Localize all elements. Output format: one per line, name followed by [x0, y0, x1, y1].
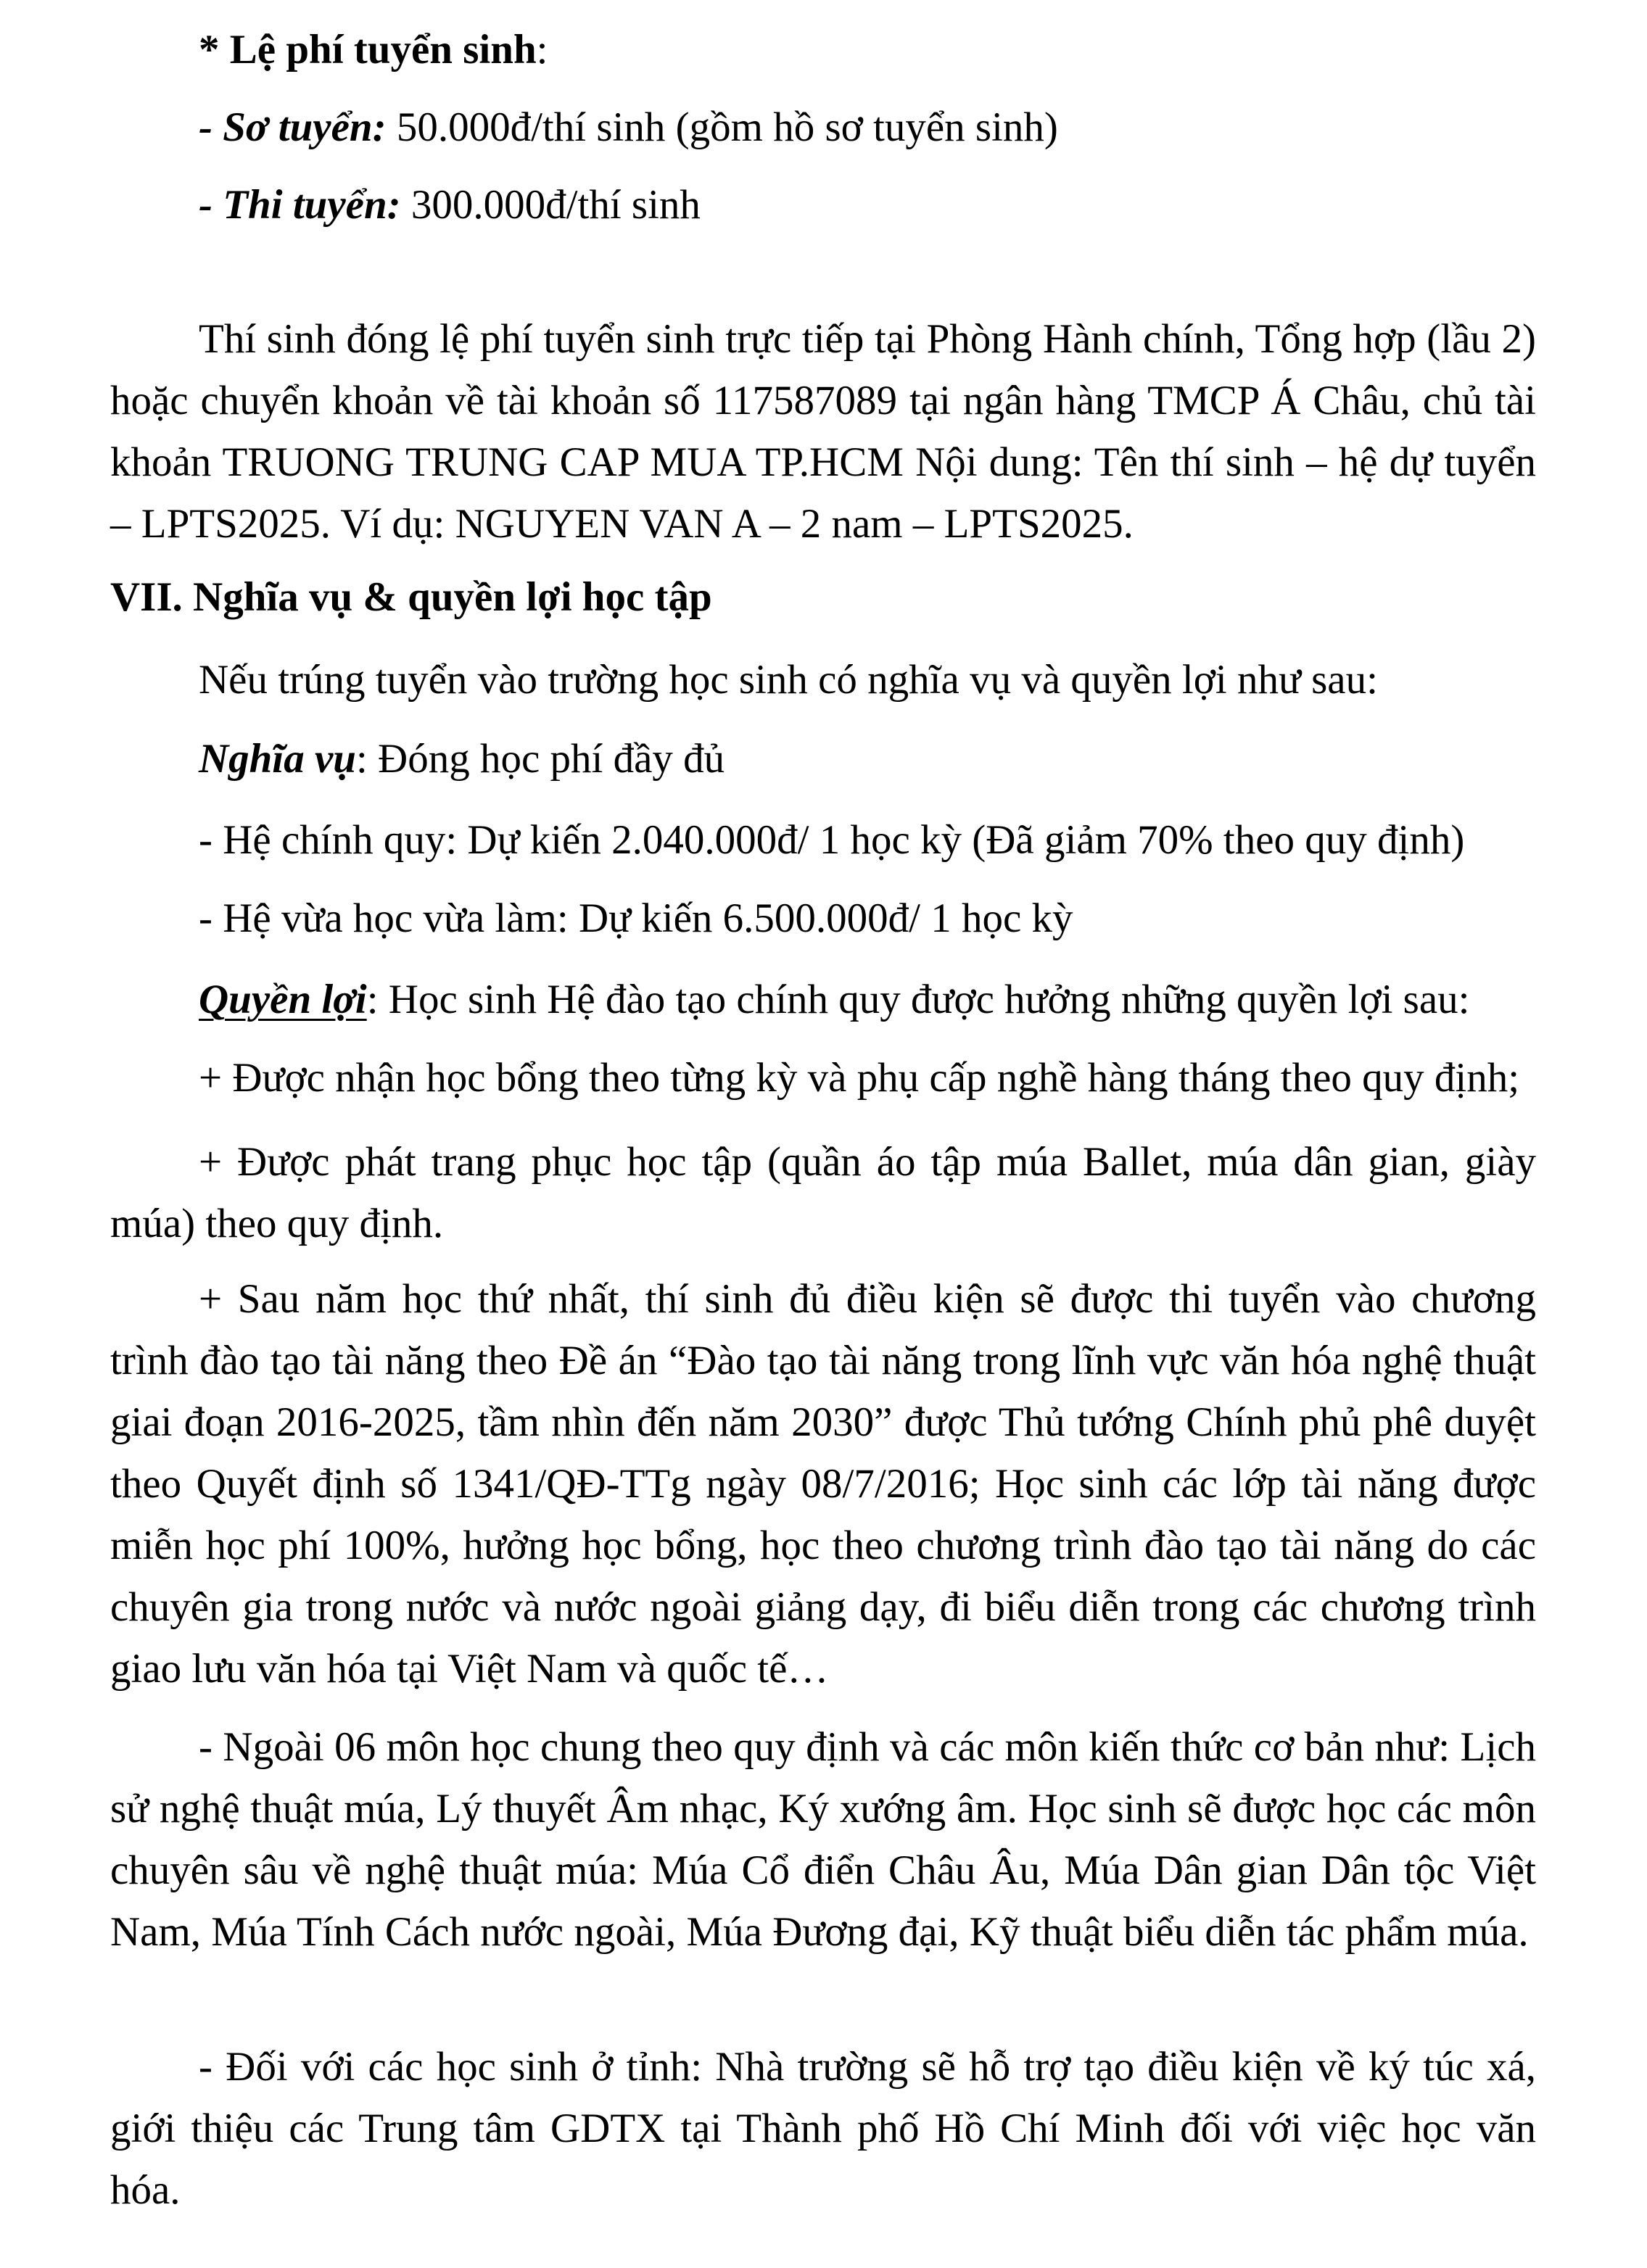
subjects-paragraph: - Ngoài 06 môn học chung theo quy định và các môn kiến thức cơ bản như: Lịch sử nghệ thuật múa, Lý thuyết Âm nhạc, Ký xướng âm. Học sinh sẽ được học các môn chuyên sâu về nghệ thuật múa: Múa Cổ điển Châu Âu, Múa Dân gian Dân tộc Việt Nam, Múa Tính Cách nước ngoài, Múa Đương đại, Kỹ thuật biểu diễn tác phẩm múa.	[110, 1724, 1536, 1955]
intro-line: Nếu trúng tuyển vào trường học sinh có nghĩa vụ và quyền lợi như sau:	[199, 657, 1378, 703]
tuition-parttime: - Hệ vừa học vừa làm: Dự kiến 6.500.000đ/ 1 học kỳ	[199, 895, 1073, 941]
fee-heading-text: * Lệ phí tuyển sinh	[199, 27, 537, 73]
thi-tuyen-label: - Thi tuyển:	[199, 182, 401, 228]
obligation-label: Nghĩa vụ	[199, 736, 356, 782]
thi-tuyen-line	[199, 181, 701, 230]
obligation-text: : Đóng học phí đầy đủ	[355, 736, 725, 782]
section-heading: VII. Nghĩa vụ & quyền lợi học tập	[110, 574, 712, 620]
fee-heading-colon: :	[536, 27, 548, 73]
so-tuyen-line	[199, 103, 1058, 152]
rights-label: Quyền lợi	[199, 977, 367, 1022]
rights-text: : Học sinh Hệ đào tạo chính quy được hưởng những quyền lợi sau:	[366, 977, 1470, 1022]
tuition-regular: - Hệ chính quy: Dự kiến 2.040.000đ/ 1 học kỳ (Đã giảm 70% theo quy định)	[199, 817, 1465, 863]
obligation-line	[199, 734, 725, 784]
rights-line	[199, 975, 1470, 1025]
payment-paragraph: Thí sinh đóng lệ phí tuyển sinh trực tiếp tại Phòng Hành chính, Tổng hợp (lầu 2) hoặc chuyển khoản về tài khoản số 117587089 tại ngân hàng TMCP Á Châu, chủ tài khoản TRUONG TRUNG CAP MUA TP.HCM Nội dung: Tên thí sinh – hệ dự tuyển – LPTS2025. Ví dụ: NGUYEN VAN A – 2 nam – LPTS2025.	[110, 316, 1536, 547]
right-uniform: + Được phát trang phục học tập (quần áo tập múa Ballet, múa dân gian, giày múa) theo quy định.	[110, 1139, 1536, 1246]
provincial-paragraph: - Đối với các học sinh ở tỉnh: Nhà trường sẽ hỗ trợ tạo điều kiện về ký túc xá, giới thiệu các Trung tâm GDTX tại Thành phố Hồ Chí Minh đối với việc học văn hóa.	[110, 2044, 1536, 2213]
so-tuyen-label: - Sơ tuyển:	[199, 104, 387, 150]
so-tuyen-text: 50.000đ/thí sinh (gồm hồ sơ tuyển sinh)	[386, 104, 1058, 150]
right-scholarship: + Được nhận học bổng theo từng kỳ và phụ cấp nghề hàng tháng theo quy định;	[199, 1055, 1520, 1101]
fee-heading	[199, 25, 548, 75]
right-talent-program: + Sau năm học thứ nhất, thí sinh đủ điều kiện sẽ được thi tuyển vào chương trình đào tạo tài năng theo Đề án “Đào tạo tài năng trong lĩnh vực văn hóa nghệ thuật giai đoạn 2016-2025, tầm nhìn đến năm 2030” được Thủ tướng Chính phủ phê duyệt theo Quyết định số 1341/QĐ-TTg ngày 08/7/2016; Học sinh các lớp tài năng được miễn học phí 100%, hưởng học bổng, học theo chương trình đào tạo tài năng do các chuyên gia trong nước và nước ngoài giảng dạy, đi biểu diễn trong các chương trình giao lưu văn hóa tại Việt Nam và quốc tế…	[110, 1276, 1536, 1692]
thi-tuyen-text: 300.000đ/thí sinh	[400, 182, 701, 228]
